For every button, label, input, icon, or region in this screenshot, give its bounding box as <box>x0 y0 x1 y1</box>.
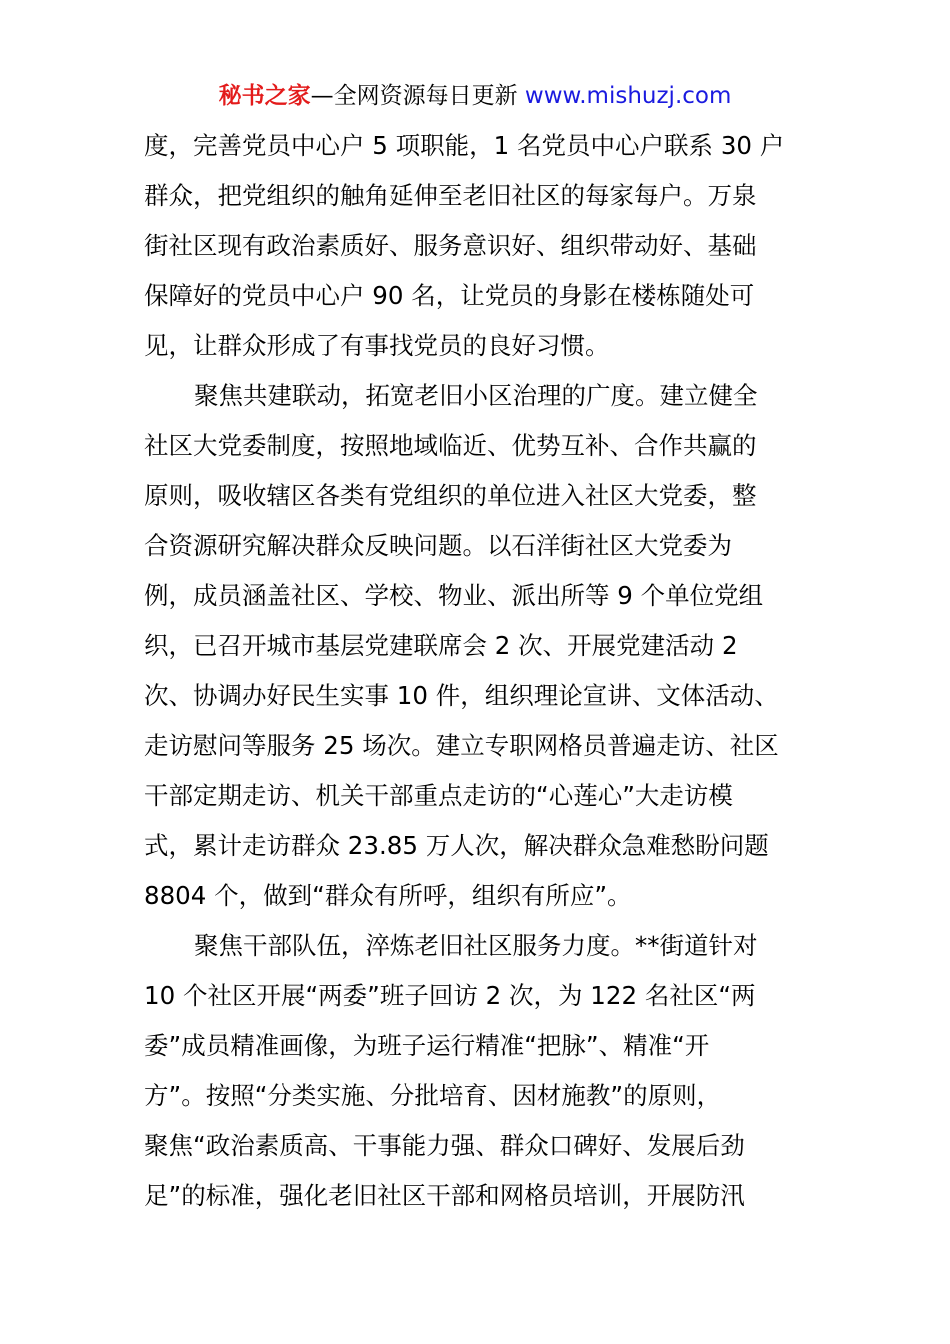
text-line: 足”的标准，强化老旧社区干部和网格员培训，开展防汛 <box>144 1181 745 1210</box>
paragraph-start-line: 聚焦干部队伍，淬炼老旧社区服务力度。**街道针对 <box>194 931 758 960</box>
text-line: 群众，把党组织的触角延伸至老旧社区的每家每户。万泉 <box>144 181 757 210</box>
text-line: 干部定期走访、机关干部重点走访的“心莲心”大走访模 <box>144 781 733 810</box>
site-url-link[interactable]: www.mishuzj.com <box>524 83 732 109</box>
text-line: 街社区现有政治素质好、服务意识好、组织带动好、基础 <box>144 231 757 260</box>
text-line: 见，让群众形成了有事找党员的良好习惯。 <box>144 331 610 360</box>
text-line: 走访慰问等服务 25 场次。建立专职网格员普遍走访、社区 <box>144 731 779 760</box>
document-body <box>144 121 814 1221</box>
text-line: 例，成员涵盖社区、学校、物业、派出所等 9 个单位党组 <box>144 581 764 610</box>
text-line: 方”。按照“分类实施、分批培育、因材施教”的原则， <box>144 1081 722 1110</box>
paragraph-start-line: 聚焦共建联动，拓宽老旧小区治理的广度。建立健全 <box>194 381 758 410</box>
text-line: 社区大党委制度，按照地域临近、优势互补、合作共赢的 <box>144 431 757 460</box>
text-line: 10 个社区开展“两委”班子回访 2 次，为 122 名社区“两 <box>144 981 756 1010</box>
text-line: 织，已召开城市基层党建联席会 2 次、开展党建活动 2 <box>144 631 738 660</box>
site-brand: 秘书之家 <box>218 83 311 109</box>
text-line: 次、协调办好民生实事 10 件，组织理论宣讲、文体活动、 <box>144 681 779 710</box>
text-line: 合资源研究解决群众反映问题。以石洋街社区大党委为 <box>144 531 732 560</box>
text-line: 式，累计走访群众 23.85 万人次，解决群众急难愁盼问题 <box>144 831 769 860</box>
text-line: 委”成员精准画像，为班子运行精准“把脉”、精准“开 <box>144 1031 710 1060</box>
site-tagline: —全网资源每日更新 <box>310 83 525 109</box>
text-line: 8804 个，做到“群众有所呼，组织有所应”。 <box>144 881 632 910</box>
text-line: 聚焦“政治素质高、干事能力强、群众口碑好、发展后劲 <box>144 1131 745 1160</box>
text-line: 原则，吸收辖区各类有党组织的单位进入社区大党委，整 <box>144 481 757 510</box>
site-header <box>0 80 950 112</box>
text-line: 度，完善党员中心户 5 项职能，1 名党员中心户联系 30 户 <box>144 131 785 160</box>
text-line: 保障好的党员中心户 90 名，让党员的身影在楼栋随处可 <box>144 281 755 310</box>
